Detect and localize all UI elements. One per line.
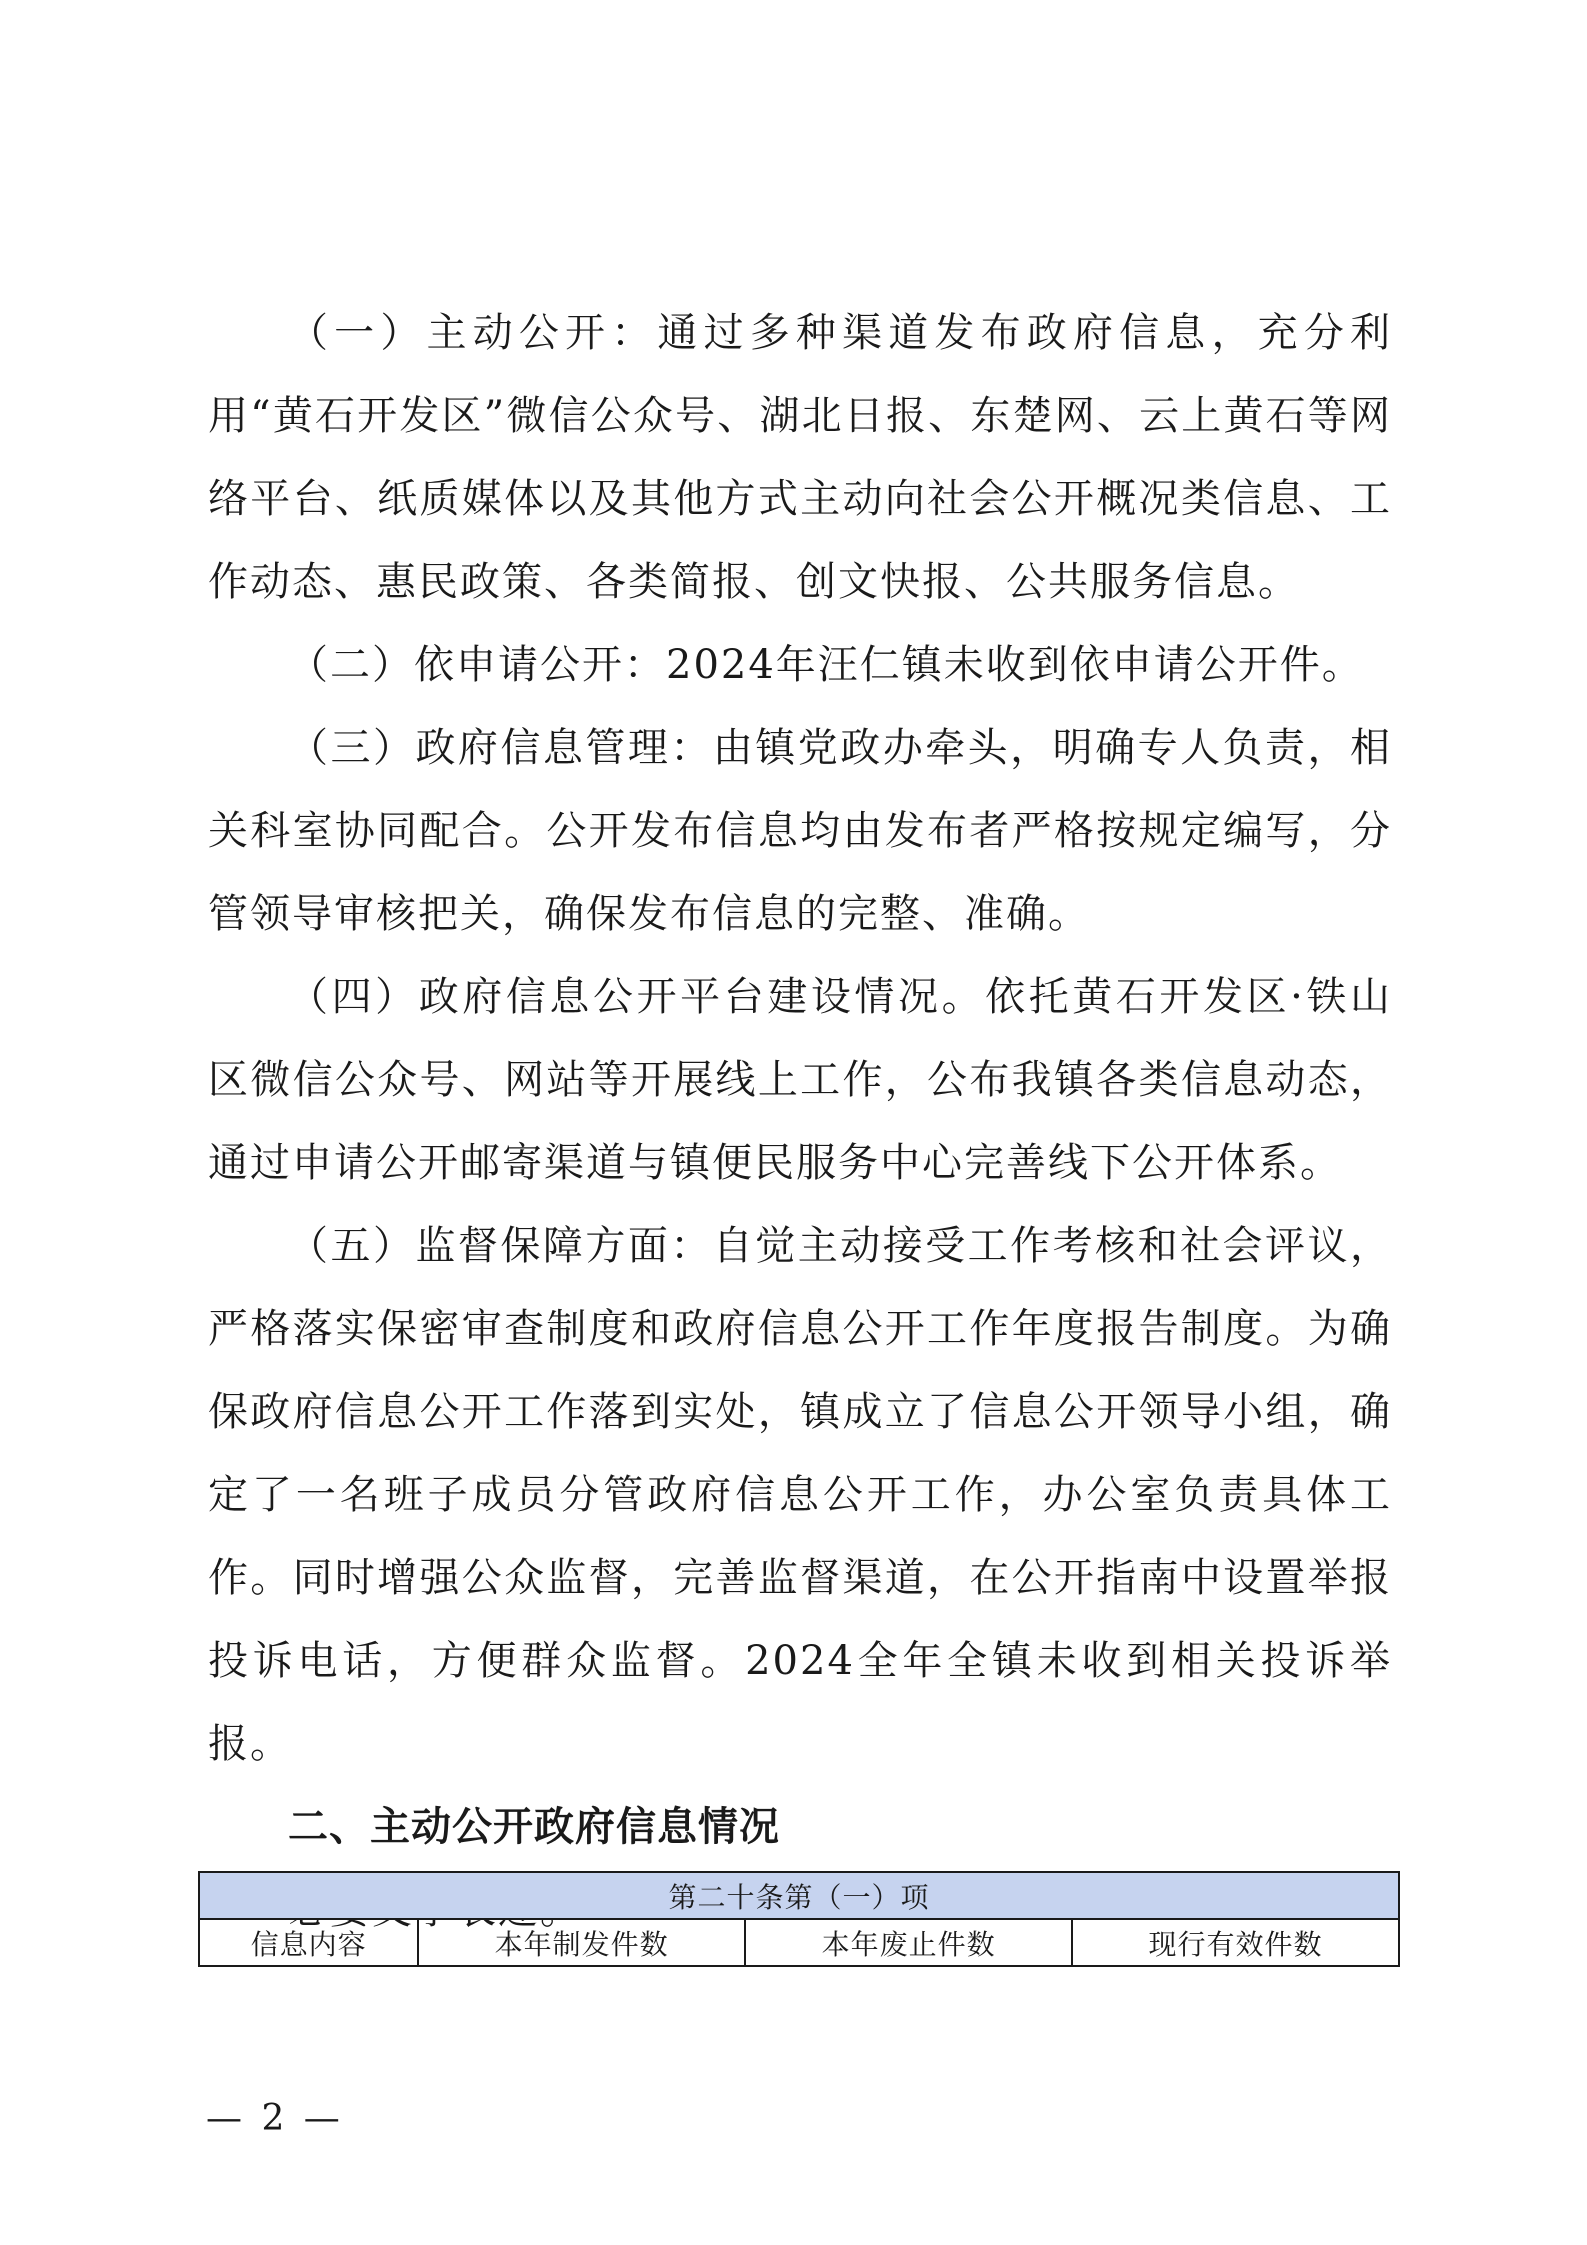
table-title-row bbox=[199, 1872, 1399, 1919]
table-header-cell: 现行有效件数 bbox=[1072, 1919, 1399, 1966]
disclosure-table bbox=[198, 1871, 1400, 1967]
paragraph-application-disclosure: （二）依申请公开：2024年汪仁镇未收到依申请公开件。 bbox=[288, 642, 1364, 688]
paragraph-active-disclosure: （一）主动公开：通过多种渠道发布政府信息，充分利用“黄石开发区”微信公众号、湖北日报、东楚网、云上黄石等网络平台、纸质媒体以及其他方式主动向社会公开概况类信息、工作动态、惠民政策、各类简报、创文快报、公共服务信息。 bbox=[208, 310, 1392, 605]
table-title: 第二十条第（一）项 bbox=[199, 1872, 1399, 1919]
paragraph-platform-construction: （四）政府信息公开平台建设情况。依托黄石开发区·铁山区微信公众号、网站等开展线上工作，公布我镇各类信息动态，通过申请公开邮寄渠道与镇便民服务中心完善线下公开体系。 bbox=[208, 974, 1392, 1186]
paragraph-information-management: （三）政府信息管理：由镇党政办牵头，明确专人负责，相关科室协同配合。公开发布信息均由发布者严格按规定编写，分管领导审核把关，确保发布信息的完整、准确。 bbox=[208, 725, 1392, 937]
table-header-cell: 本年制发件数 bbox=[418, 1919, 745, 1966]
paragraph-supervision: （五）监督保障方面：自觉主动接受工作考核和社会评议，严格落实保密审查制度和政府信息公开工作年度报告制度。为确保政府信息公开工作落到实处，镇成立了信息公开领导小组，确定了一名班子成员分管政府信息公开工作，办公室负责具体工作。同时增强公众监督，完善监督渠道，在公开指南中设置举报投诉电话，方便群众监督。2024全年全镇未收到相关投诉举报。 bbox=[208, 1223, 1392, 1767]
table-header-cell: 本年废止件数 bbox=[745, 1919, 1072, 1966]
page-number: — 2 — bbox=[206, 2098, 344, 2139]
section-heading: 二、主动公开政府信息情况 bbox=[288, 1804, 780, 1850]
table-header-cell: 信息内容 bbox=[199, 1919, 418, 1966]
table-header-row bbox=[199, 1919, 1399, 1966]
document-body bbox=[208, 292, 1392, 1952]
